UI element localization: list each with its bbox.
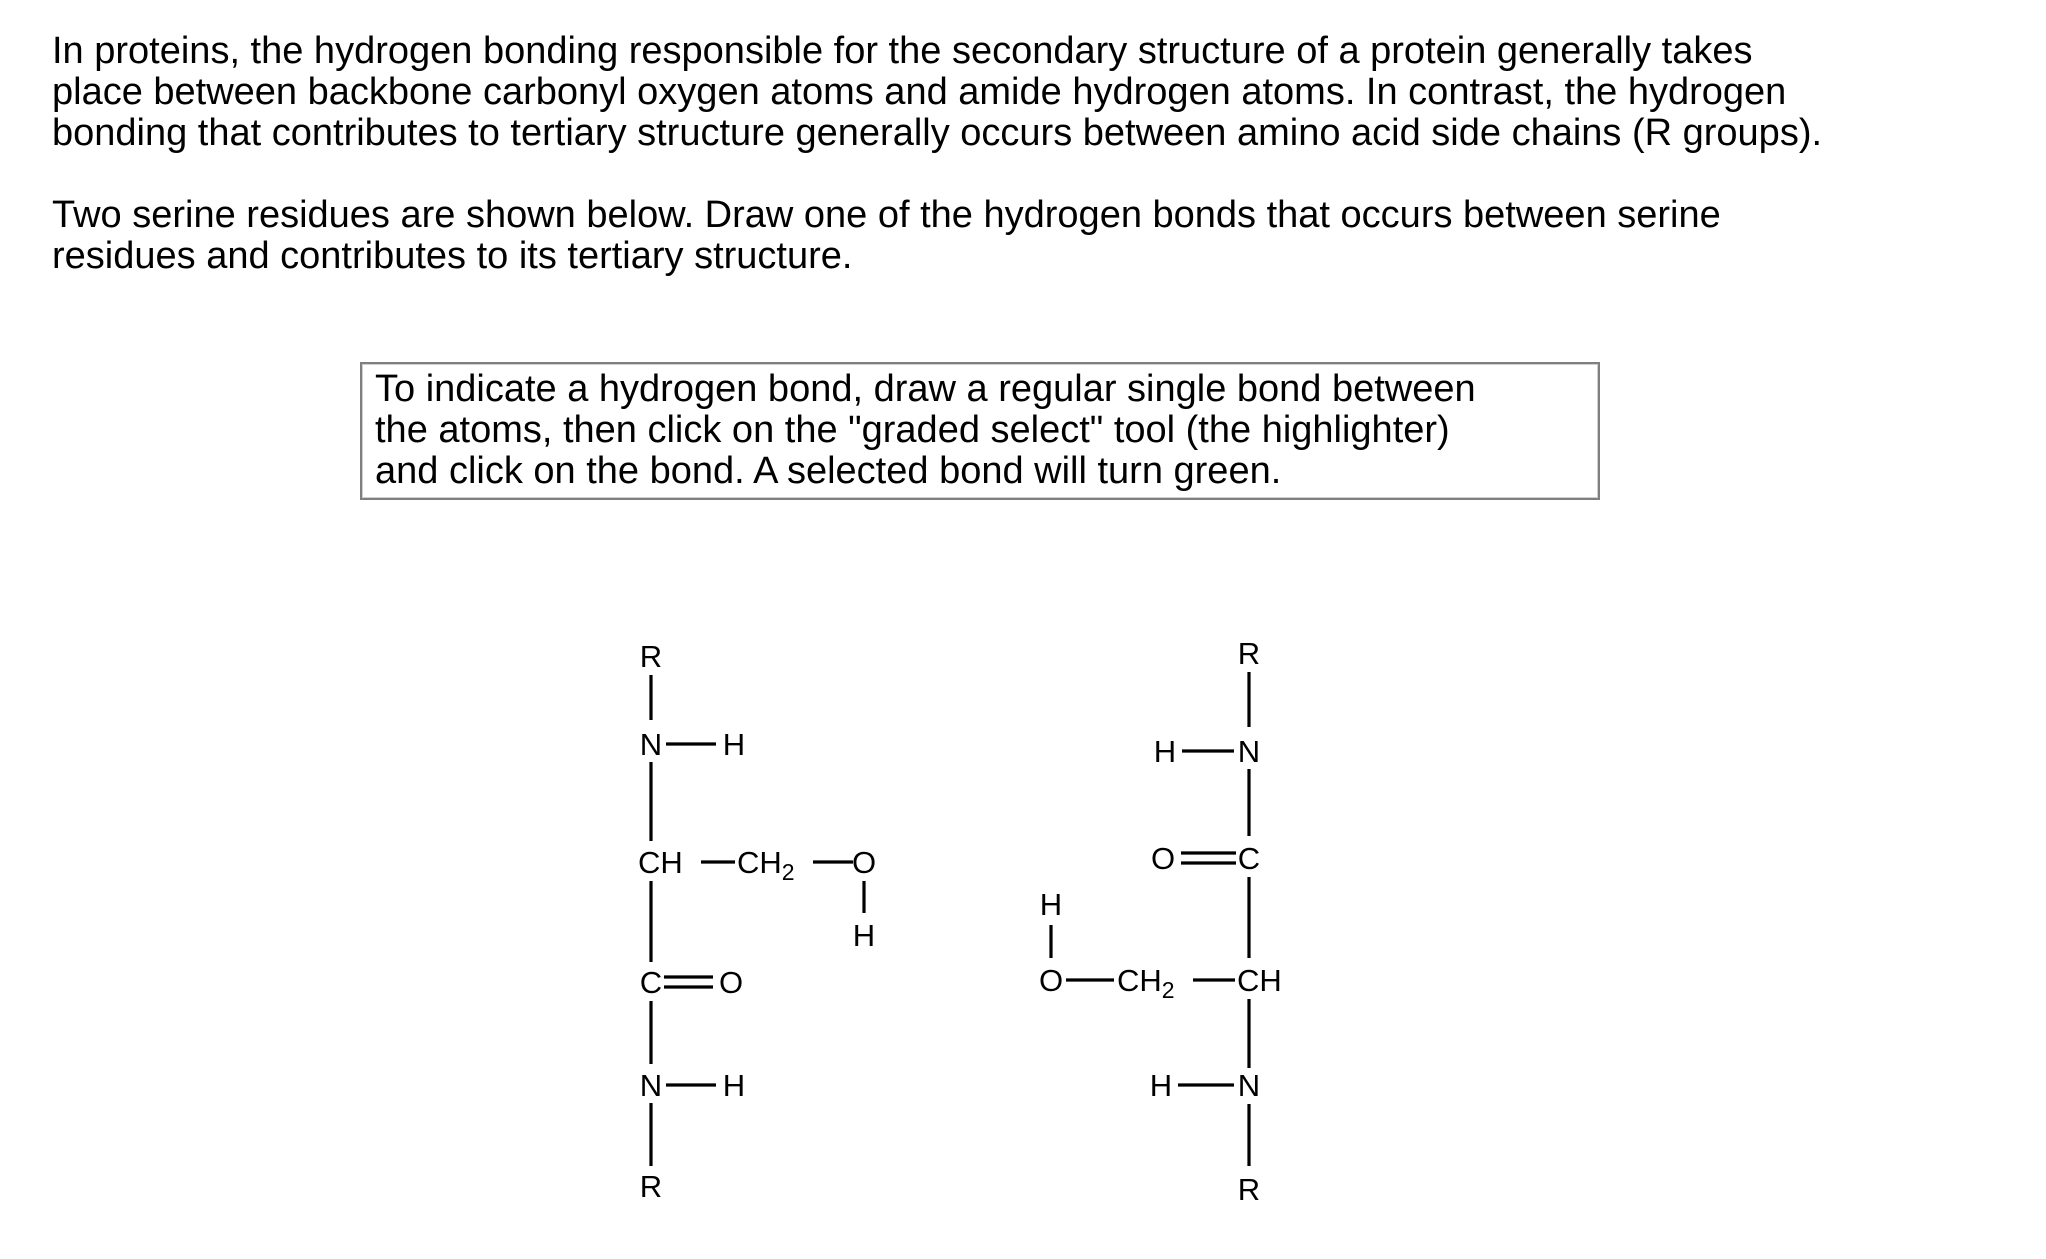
left-c-carbonyl-atom[interactable]: C xyxy=(639,965,663,1000)
right-n-top-atom[interactable]: N xyxy=(1237,734,1261,769)
right-r-top-atom[interactable]: R xyxy=(1237,636,1261,671)
left-n-bottom-atom[interactable]: N xyxy=(639,1068,663,1103)
intro-line: bonding that contributes to tertiary structure generally occurs between amino acid side chains (R groups). xyxy=(52,112,1823,154)
left-h-top-atom[interactable]: H xyxy=(722,727,746,762)
right-h-side-atom[interactable]: H xyxy=(1039,887,1063,922)
left-n-top-atom[interactable]: N xyxy=(639,727,663,762)
left-r-top-atom[interactable]: R xyxy=(639,639,663,674)
intro-line: place between backbone carbonyl oxygen atoms and amide hydrogen atoms. In contrast, the hydrogen xyxy=(52,71,1787,113)
instructions-line: and click on the bond. A selected bond will turn green. xyxy=(375,450,1282,492)
right-serine-residue[interactable] xyxy=(1039,636,1282,1207)
intro-line: In proteins, the hydrogen bonding responsible for the secondary structure of a protein generally takes xyxy=(52,30,1753,72)
left-o-side-atom[interactable]: O xyxy=(851,845,877,880)
right-o-carbonyl-atom[interactable]: O xyxy=(1150,841,1176,876)
right-o-side-atom[interactable]: O xyxy=(1038,963,1064,998)
right-c-carbonyl-atom[interactable]: C xyxy=(1237,841,1261,876)
left-r-bottom-atom[interactable]: R xyxy=(639,1169,663,1204)
left-ch2-atom[interactable]: $CH_2$ xyxy=(737,845,795,885)
left-h-bottom-atom[interactable]: H xyxy=(722,1068,746,1103)
left-serine-residue[interactable] xyxy=(638,639,876,1204)
right-h-top-atom[interactable]: H xyxy=(1153,734,1177,769)
left-h-side-atom[interactable]: H xyxy=(852,918,876,953)
question-line: residues and contributes to its tertiary structure. xyxy=(52,235,853,277)
right-ch2-atom[interactable]: $CH_2$ xyxy=(1117,963,1175,1003)
question-line: Two serine residues are shown below. Draw one of the hydrogen bonds that occurs between serine xyxy=(52,194,1721,236)
right-h-bottom-atom[interactable]: H xyxy=(1149,1068,1173,1103)
right-r-bottom-atom[interactable]: R xyxy=(1237,1172,1261,1207)
left-o-carbonyl-atom[interactable]: O xyxy=(718,965,744,1000)
right-n-bottom-atom[interactable]: N xyxy=(1237,1068,1261,1103)
instructions-line: To indicate a hydrogen bond, draw a regular single bond between xyxy=(375,368,1476,410)
right-ch-atom[interactable]: CH xyxy=(1237,963,1282,998)
left-ch-atom[interactable]: CH xyxy=(638,845,683,880)
instructions-line: the atoms, then click on the "graded select" tool (the highlighter) xyxy=(375,409,1450,451)
